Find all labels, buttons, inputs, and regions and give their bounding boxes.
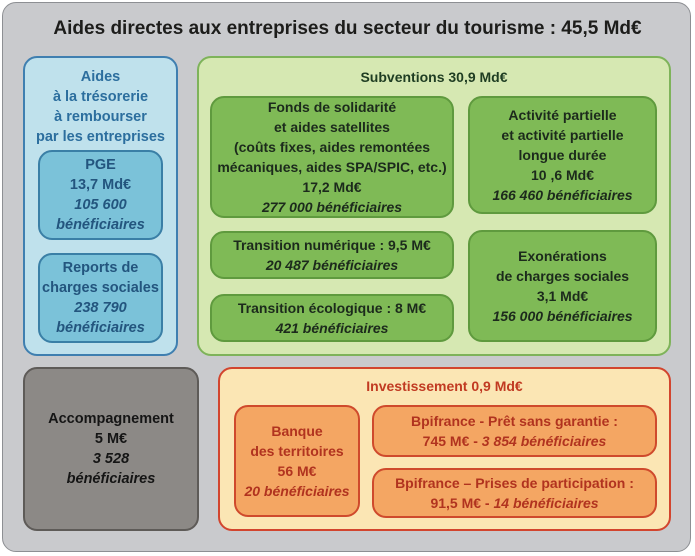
- loan-amount: 745 M€ -: [422, 433, 482, 449]
- reports-beneficiaries-count: 238 790: [74, 300, 127, 316]
- pge-beneficiaries-count: 105 600: [74, 197, 127, 213]
- bpifrance-loan-box: [372, 405, 657, 457]
- bank-line-2: des territoires: [250, 443, 344, 459]
- pge-name: PGE: [85, 157, 116, 173]
- solidarity-line-4: mécaniques, aides SPA/SPIC, etc.): [217, 159, 447, 175]
- social-charges-deferral-box: [38, 253, 163, 343]
- loan-beneficiaries: 3 854 bénéficiaires: [481, 433, 607, 449]
- treasury-title-line-2: à la trésorerie: [52, 89, 149, 105]
- investment-title: Investissement 0,9 Md€: [366, 378, 523, 394]
- exemptions-line-1: Exonérations: [518, 248, 607, 264]
- treasury-title-line-1: Aides: [80, 69, 121, 85]
- pge-amount: 13,7 Md€: [69, 177, 132, 193]
- solidarity-line-1: Fonds de solidarité: [267, 99, 397, 115]
- banque-des-territoires-box: [234, 405, 360, 517]
- ecological-beneficiaries: 421 bénéficiaires: [275, 320, 389, 336]
- solidarity-beneficiaries: 277 000 bénéficiaires: [261, 199, 403, 215]
- diagram-title: Aides directes aux entreprises du secteur du tourisme : 45,5 Md€: [53, 18, 642, 39]
- solidarity-fund-box: [210, 96, 454, 218]
- exemptions-amount: 3,1 Md€: [536, 288, 589, 304]
- pge-beneficiaries-label: bénéficiaires: [56, 217, 145, 233]
- pge-box: [38, 150, 163, 240]
- equity-beneficiaries: 14 bénéficiaires: [493, 495, 599, 511]
- support-beneficiaries-label: bénéficiaires: [66, 471, 156, 487]
- loan-details: [423, 431, 607, 451]
- activity-amount: 10 ,6 Md€: [530, 167, 595, 183]
- reports-name-line-1: Reports de: [62, 260, 139, 276]
- support-box: [23, 367, 199, 531]
- reports-name-line-2: charges sociales: [42, 280, 159, 296]
- equity-label: Bpifrance – Prises de participation :: [395, 475, 634, 491]
- exemptions-line-2: de charges sociales: [495, 268, 630, 284]
- ecological-transition-box: [210, 294, 454, 342]
- activity-line-1: Activité partielle: [508, 107, 617, 123]
- ecological-label: Transition écologique : 8 M€: [237, 300, 427, 316]
- activity-beneficiaries: 166 460 bénéficiaires: [492, 187, 633, 203]
- support-beneficiaries-count: 3 528: [92, 451, 130, 467]
- solidarity-line-3: (coûts fixes, aides remontées: [233, 139, 431, 155]
- bank-beneficiaries: 20 bénéficiaires: [244, 483, 350, 499]
- support-amount: 5 M€: [94, 431, 128, 447]
- subsidies-title: Subventions 30,9 Md€: [360, 69, 508, 85]
- digital-beneficiaries: 20 487 bénéficiaires: [265, 257, 399, 273]
- solidarity-amount: 17,2 Md€: [302, 179, 362, 195]
- activity-line-2: et activité partielle: [501, 127, 624, 143]
- digital-label: Transition numérique : 9,5 M€: [233, 237, 431, 253]
- reports-beneficiaries-label: bénéficiaires: [56, 320, 145, 336]
- loan-label: Bpifrance - Prêt sans garantie :: [411, 413, 618, 429]
- bank-amount: 56 M€: [277, 463, 317, 479]
- digital-transition-box: [210, 231, 454, 279]
- partial-activity-box: [468, 96, 657, 214]
- exemptions-beneficiaries: 156 000 bénéficiaires: [492, 308, 633, 324]
- treasury-title-line-4: par les entreprises: [36, 129, 165, 145]
- bpifrance-equity-box: [372, 468, 657, 518]
- equity-amount: 91,5 M€ -: [430, 495, 494, 511]
- solidarity-line-2: et aides satellites: [274, 119, 390, 135]
- treasury-title-line-3: à rembourser: [54, 109, 147, 125]
- social-charges-exemption-box: [468, 230, 657, 342]
- bank-line-1: Banque: [271, 423, 323, 439]
- equity-details: [430, 493, 598, 513]
- activity-line-3: longue durée: [518, 147, 607, 163]
- support-name: Accompagnement: [48, 411, 174, 427]
